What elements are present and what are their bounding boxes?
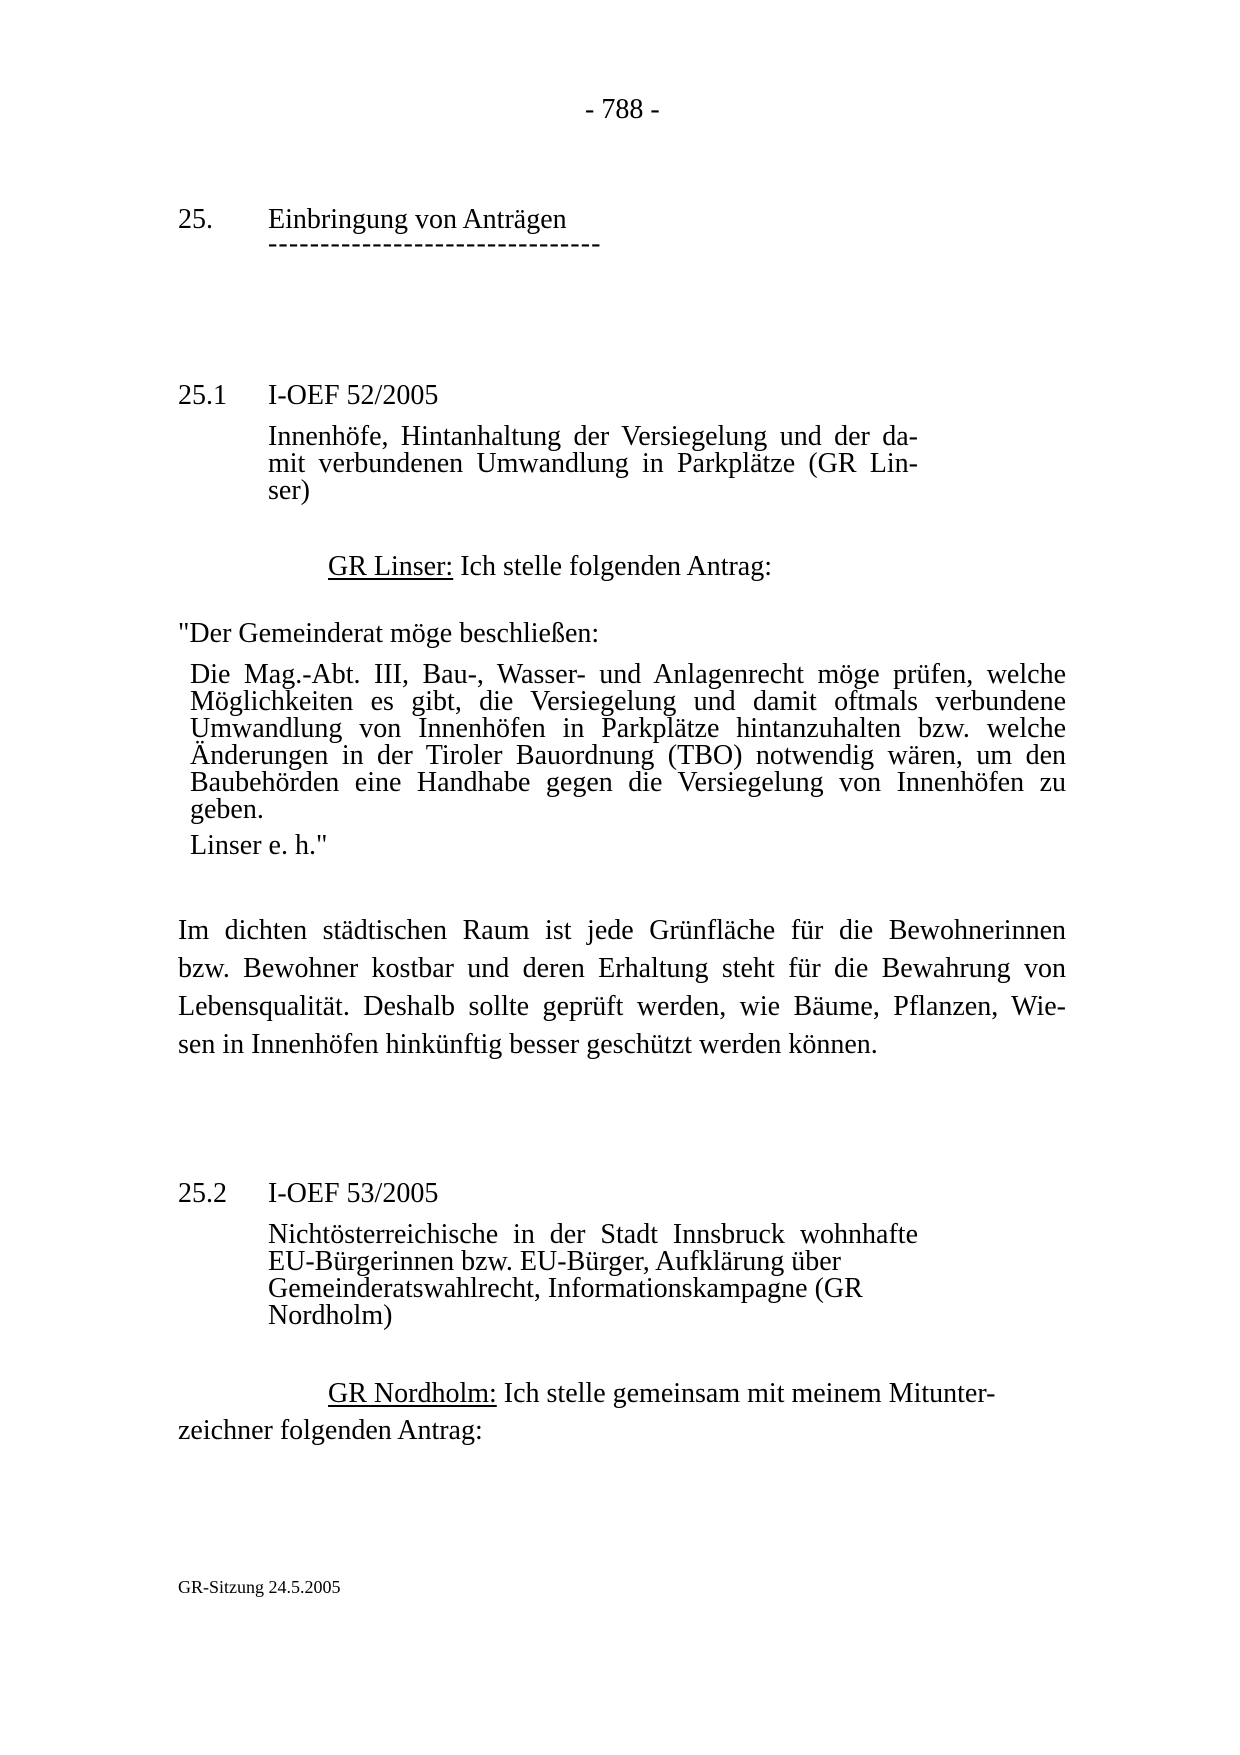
item1-speaker-text: Ich stelle folgenden Antrag:	[460, 551, 773, 582]
item1-motion-text	[190, 661, 1066, 823]
item1-motion-line: Umwandlung von Innenhöfen in Parkplätze hintanzuhalten bzw. welche	[190, 713, 1066, 744]
section-title: Einbringung von Anträgen	[268, 204, 567, 235]
page-number: - 788 -	[585, 94, 660, 125]
item1-reasoning-line: Lebensqualität. Deshalb sollte geprüft werden, wie Bäume, Pflanzen, Wie-	[178, 991, 1066, 1022]
item1-reasoning-line: bzw. Bewohner kostbar und deren Erhaltung steht für die Bewahrung von	[178, 953, 1066, 984]
item2-speaker-text-continued: zeichner folgenden Antrag:	[178, 1415, 483, 1446]
item1-subject-line: Innenhöfe, Hintanhaltung der Versiegelung und der da-	[268, 421, 918, 452]
item1-subject-line: ser)	[268, 475, 310, 506]
section-title-underline: --------------------------------	[268, 228, 602, 259]
item2-speaker-text: Ich stelle gemeinsam mit meinem Mitunter-	[503, 1378, 996, 1409]
item1-motion-line: Die Mag.-Abt. III, Bau-, Wasser- und Anlagenrecht möge prüfen, welche	[190, 659, 1066, 690]
item1-number: 25.1	[178, 380, 227, 411]
item1-speaker-name: GR Linser:	[328, 551, 454, 582]
item2-subject-line: EU-Bürgerinnen bzw. EU-Bürger, Aufklärung über	[268, 1246, 841, 1277]
item1-reasoning-line: sen in Innenhöfen hinkünftig besser geschützt werden können.	[178, 1029, 878, 1060]
item1-subject-line: mit verbundenen Umwandlung in Parkplätze (GR Lin-	[268, 448, 918, 479]
item1-signature: Linser e. h."	[190, 830, 328, 861]
section-number: 25.	[178, 204, 213, 235]
page-footer: GR-Sitzung 24.5.2005	[178, 1577, 341, 1597]
item1-subject	[268, 423, 918, 504]
item2-speaker-name: GR Nordholm:	[328, 1378, 497, 1409]
item1-motion-line: geben.	[190, 794, 264, 825]
item1-motion-line: Baubehörden eine Handhabe gegen die Versiegelung von Innenhöfen zu	[190, 767, 1066, 798]
item2-subject-line: Gemeinderatswahlrecht, Informationskampagne (GR	[268, 1273, 863, 1304]
item1-motion-line: Möglichkeiten es gibt, die Versiegelung und damit oftmals verbundene	[190, 686, 1066, 717]
item1-reasoning	[178, 912, 1066, 1064]
item1-speaker-statement	[328, 553, 772, 581]
item1-reasoning-line: Im dichten städtischen Raum ist jede Grünfläche für die Bewohnerinnen	[178, 915, 1066, 946]
item1-code: I-OEF 52/2005	[268, 380, 439, 411]
item2-speaker-statement	[328, 1380, 995, 1408]
item2-subject-line: Nordholm)	[268, 1300, 393, 1331]
item2-code: I-OEF 53/2005	[268, 1178, 439, 1209]
item2-subject-line: Nichtösterreichische in der Stadt Innsbruck wohnhafte	[268, 1219, 918, 1250]
item2-subject	[268, 1221, 918, 1329]
item1-quote-intro: "Der Gemeinderat möge beschließen:	[178, 618, 600, 649]
item2-number: 25.2	[178, 1178, 227, 1209]
item1-motion-line: Änderungen in der Tiroler Bauordnung (TBO) notwendig wären, um den	[190, 740, 1066, 771]
